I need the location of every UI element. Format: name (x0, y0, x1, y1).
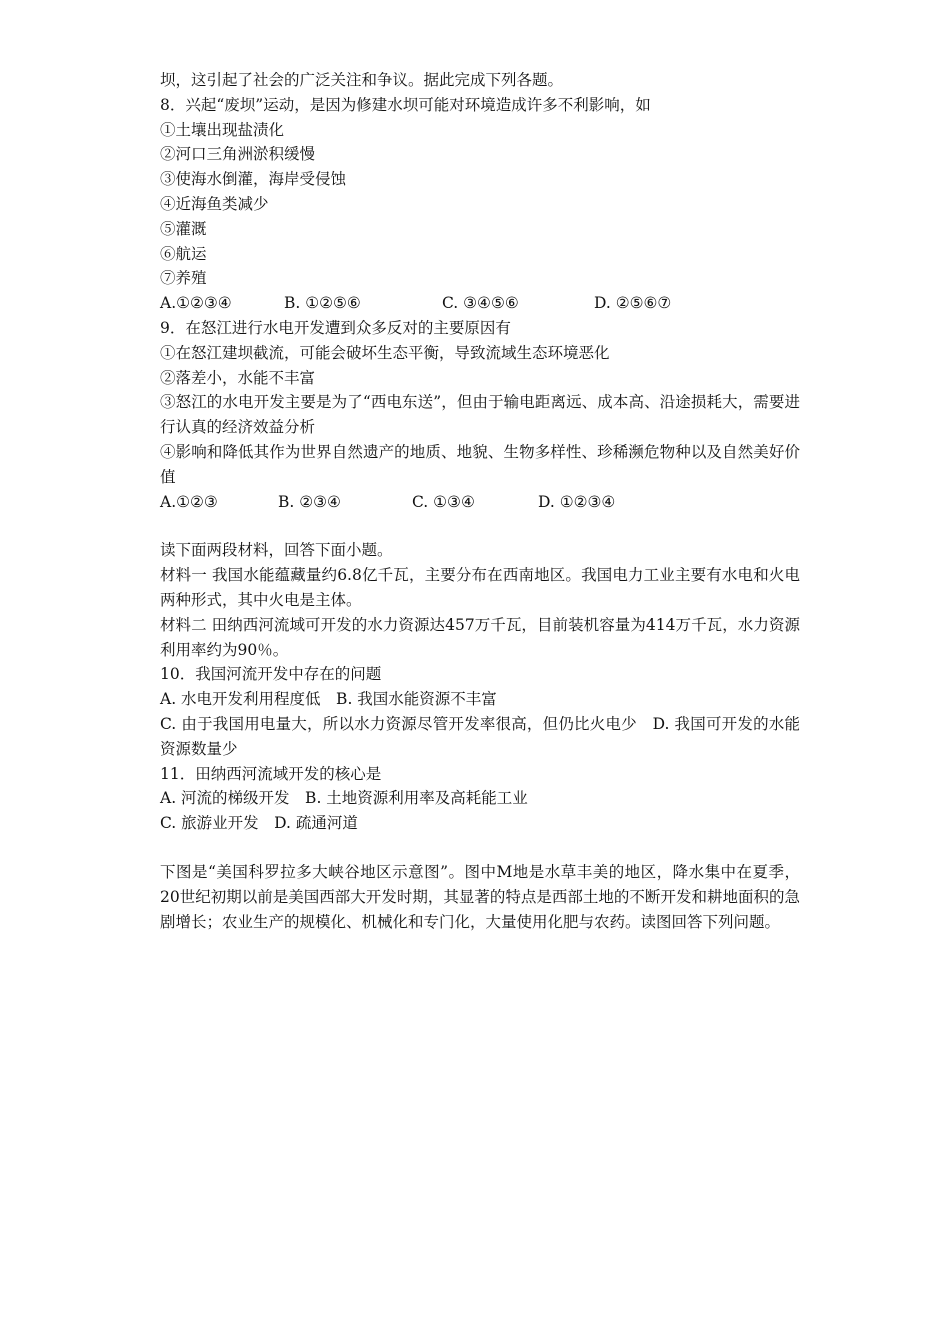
material-two: 材料二 田纳西河流域可开发的水力资源达457万千瓦，目前装机容量为414万千瓦，水力资源利用率约为90％。 (160, 615, 800, 659)
q8-option-d: D. ②⑤⑥⑦ (594, 294, 672, 313)
final-paragraph: 下图是“美国科罗拉多大峡谷地区示意图”。图中M地是水草丰美的地区，降水集中在夏季，20世纪初期以前是美国西部大开发时期，其显著的特点是西部土地的不断开发和耕地面积的急剧增长；农业生产的规模化、机械化和专门化，大量使用化肥与农药。读图回答下列问题。 (160, 862, 800, 931)
q9-stem: 9．在怒江进行水电开发遭到众多反对的主要原因有 (160, 318, 511, 337)
q8-item-3: ③使海水倒灌，海岸受侵蚀 (160, 170, 347, 189)
q9-item-1: ①在怒江建坝截流，可能会破坏生态平衡，导致流域生态环境恶化 (160, 343, 610, 362)
q8-option-b: B. ①②⑤⑥ (284, 294, 361, 313)
q10-stem: 10．我国河流开发中存在的问题 (160, 665, 382, 684)
q9-option-b: B. ②③④ (278, 492, 341, 511)
q8-item-1: ①土壤出现盐渍化 (160, 120, 285, 139)
intro-tail: 坝，这引起了社会的广泛关注和争议。据此完成下列各题。 (160, 71, 564, 89)
document-page (160, 68, 800, 934)
q8-option-a: A.①②③④ (160, 294, 232, 313)
q11-stem: 11．田纳西河流域开发的核心是 (160, 764, 382, 783)
q10-options-ab: A. 水电开发利用程度低 B. 我国水能资源不丰富 (160, 690, 497, 709)
q8-item-4: ④近海鱼类减少 (160, 194, 269, 213)
q8-item-5: ⑤灌溉 (160, 219, 207, 238)
q8-stem: 8．兴起“废坝”运动，是因为修建水坝可能对环境造成许多不利影响，如 (160, 95, 651, 114)
q9-item-2: ②落差小，水能不丰富 (160, 368, 316, 387)
q9-option-c: C. ①③④ (412, 492, 475, 511)
q11-options-cd: C. 旅游业开发 D. 疏通河道 (160, 814, 358, 833)
q10-options-cd: C. 由于我国用电量大，所以水力资源尽管开发率很高，但仍比火电少 D. 我国可开发的水能资源数量少 (160, 714, 800, 758)
spacer (160, 836, 800, 860)
q8-item-2: ②河口三角洲淤积缓慢 (160, 145, 316, 164)
q9-option-d: D. ①②③④ (538, 492, 616, 511)
q11-options-ab: A. 河流的梯级开发 B. 土地资源利用率及高耗能工业 (160, 789, 528, 808)
q8-option-c: C. ③④⑤⑥ (442, 294, 519, 313)
materials-lead: 读下面两段材料，回答下面小题。 (160, 541, 393, 560)
spacer (160, 514, 800, 538)
q8-options (160, 291, 800, 316)
q9-option-a: A.①②③ (160, 492, 218, 511)
q9-item-3: ③怒江的水电开发主要是为了“西电东送”，但由于输电距离远、成本高、沿途损耗大，需要进行认真的经济效益分析 (160, 393, 800, 437)
q9-item-4: ④影响和降低其作为世界自然遗产的地质、地貌、生物多样性、珍稀濒危物种以及自然美好价值 (160, 442, 800, 486)
q8-item-6: ⑥航运 (160, 244, 207, 263)
q8-item-7: ⑦养殖 (160, 269, 207, 288)
material-one: 材料一 我国水能蕴藏量约6.8亿千瓦，主要分布在西南地区。我国电力工业主要有水电和火电两种形式，其中火电是主体。 (160, 566, 800, 609)
q9-options (160, 490, 800, 515)
